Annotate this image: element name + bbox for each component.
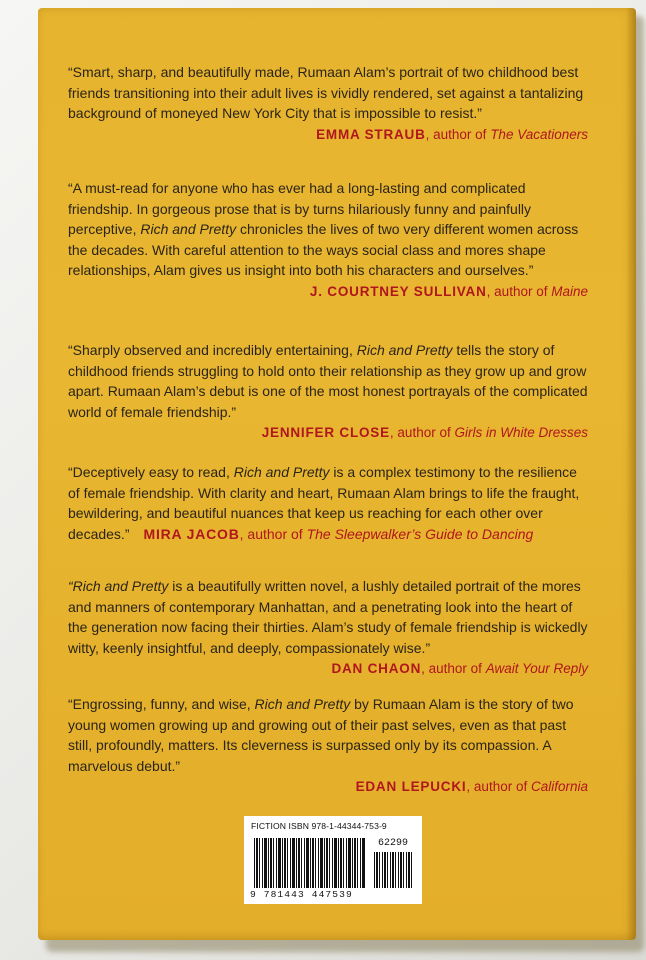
attribution-author: J. COURTNEY SULLIVAN: [309, 283, 487, 299]
attribution-book: Await Your Reply: [485, 661, 588, 677]
blurb-text-part: is a complex testimony to the resilience of female friendship. With clarity and heart, Rumaan Alam brings to life the fraught, bewildering, and beautiful nuances that keep us reaching for each other over decades.”: [68, 464, 580, 542]
attribution-book: The Sleepwalker’s Guide to Dancing: [306, 525, 534, 542]
blurb-dan-chaon: [68, 576, 588, 679]
attribution-author: DAN CHAON: [331, 661, 422, 677]
blurb-text: [68, 694, 588, 776]
attribution-book: California: [530, 779, 588, 795]
book-title-inline: Rich and Pretty: [140, 221, 237, 238]
book-title-inline: Rich and Pretty: [233, 464, 330, 480]
price-addon-digits: 62299: [378, 838, 409, 849]
blurb-attribution: [68, 659, 588, 679]
blurb-attribution: [68, 777, 588, 797]
blurb-text: [68, 462, 588, 544]
blurb-text: [68, 178, 588, 281]
blurb-text: [68, 340, 588, 422]
attribution-author: JENNIFER CLOSE: [261, 425, 390, 441]
attribution-prefix: , author of: [466, 779, 531, 795]
blurb-text-part: “Sharply observed and incredibly entertaining,: [68, 342, 357, 358]
blurb-attribution: [68, 282, 588, 302]
attribution-prefix: , author of: [389, 425, 455, 441]
attribution-book: Maine: [551, 283, 588, 299]
blurb-attribution: [143, 526, 533, 542]
attribution-author: EDAN LEPUCKI: [355, 779, 467, 795]
blurb-text-part: “Deceptively easy to read,: [68, 464, 234, 480]
blurb-text-part: by Rumaan Alam is the story of two young women growing up and growing out of their past selves, even as that past still, profoundly, matters. Its cleverness is surpassed only by its compassion. A marvelous debut.”: [68, 696, 574, 774]
isbn-barcode-label: [244, 816, 422, 904]
barcode-digits: 9 781443 447539: [250, 889, 353, 900]
attribution-prefix: , author of: [486, 283, 552, 299]
blurb-mira-jacob: [68, 462, 588, 544]
blurb-text-part: “A must-read for anyone who has ever had a long-lasting and complicated friendship. In gorgeous prose that is by turns hilariously funny and painfully perceptive,: [68, 180, 532, 238]
book-title-inline: Rich and Pretty: [254, 696, 351, 712]
attribution-book: The Vacationers: [490, 126, 588, 142]
book-title-inline: Rich and Pretty: [356, 342, 453, 358]
blurb-attribution: [68, 423, 588, 443]
blurb-attribution: [68, 125, 588, 145]
blurb-edan-lepucki: [68, 694, 588, 797]
blurb-jennifer-close: [68, 340, 588, 443]
book-title-inline: “Rich and Pretty: [68, 578, 169, 594]
blurb-text-part: chronicles the lives of two very different women across the decades. With careful attention to the ways social class and mores shape relationships, Alam gives us insight into both his characters and ourselves.”: [68, 221, 579, 279]
addon-barcode-icon: [374, 852, 414, 888]
blurb-text: “Smart, sharp, and beautifully made, Rumaan Alam’s portrait of two childhood best friends transitioning into their adult lives is vividly rendered, set against a tantalizing background of moneyed New York City that is impossible to resist.”: [68, 64, 584, 122]
barcode-icon: [254, 838, 366, 888]
attribution-book: Girls in White Dresses: [454, 425, 588, 441]
attribution-author: MIRA JACOB: [143, 525, 240, 542]
blurb-text-part: tells the story of childhood friends struggling to hold onto their relationship as they grow up and grow apart. Rumaan Alam’s debut is one of the most honest portrayals of the complicated world of female friendship.”: [68, 342, 588, 420]
page-edge: [626, 8, 636, 940]
attribution-prefix: , author of: [421, 661, 486, 677]
isbn-text: FICTION ISBN 978-1-44344-753-9: [251, 821, 387, 831]
attribution-prefix: , author of: [239, 525, 307, 542]
attribution-prefix: , author of: [425, 126, 491, 142]
attribution-author: EMMA STRAUB: [316, 126, 426, 142]
blurb-text-part: is a beautifully written novel, a lushly detailed portrait of the mores and manners of contemporary Manhattan, and a penetrating look into the heart of the generation now facing their thirties. Alam’s study of female friendship is wickedly witty, keenly insightful, and deeply, compassionately wise.”: [68, 578, 588, 656]
blurb-j-courtney-sullivan: [68, 178, 588, 302]
blurb-text: [68, 576, 588, 658]
blurb-emma-straub: [68, 62, 588, 145]
blurb-text-part: “Engrossing, funny, and wise,: [68, 696, 255, 712]
